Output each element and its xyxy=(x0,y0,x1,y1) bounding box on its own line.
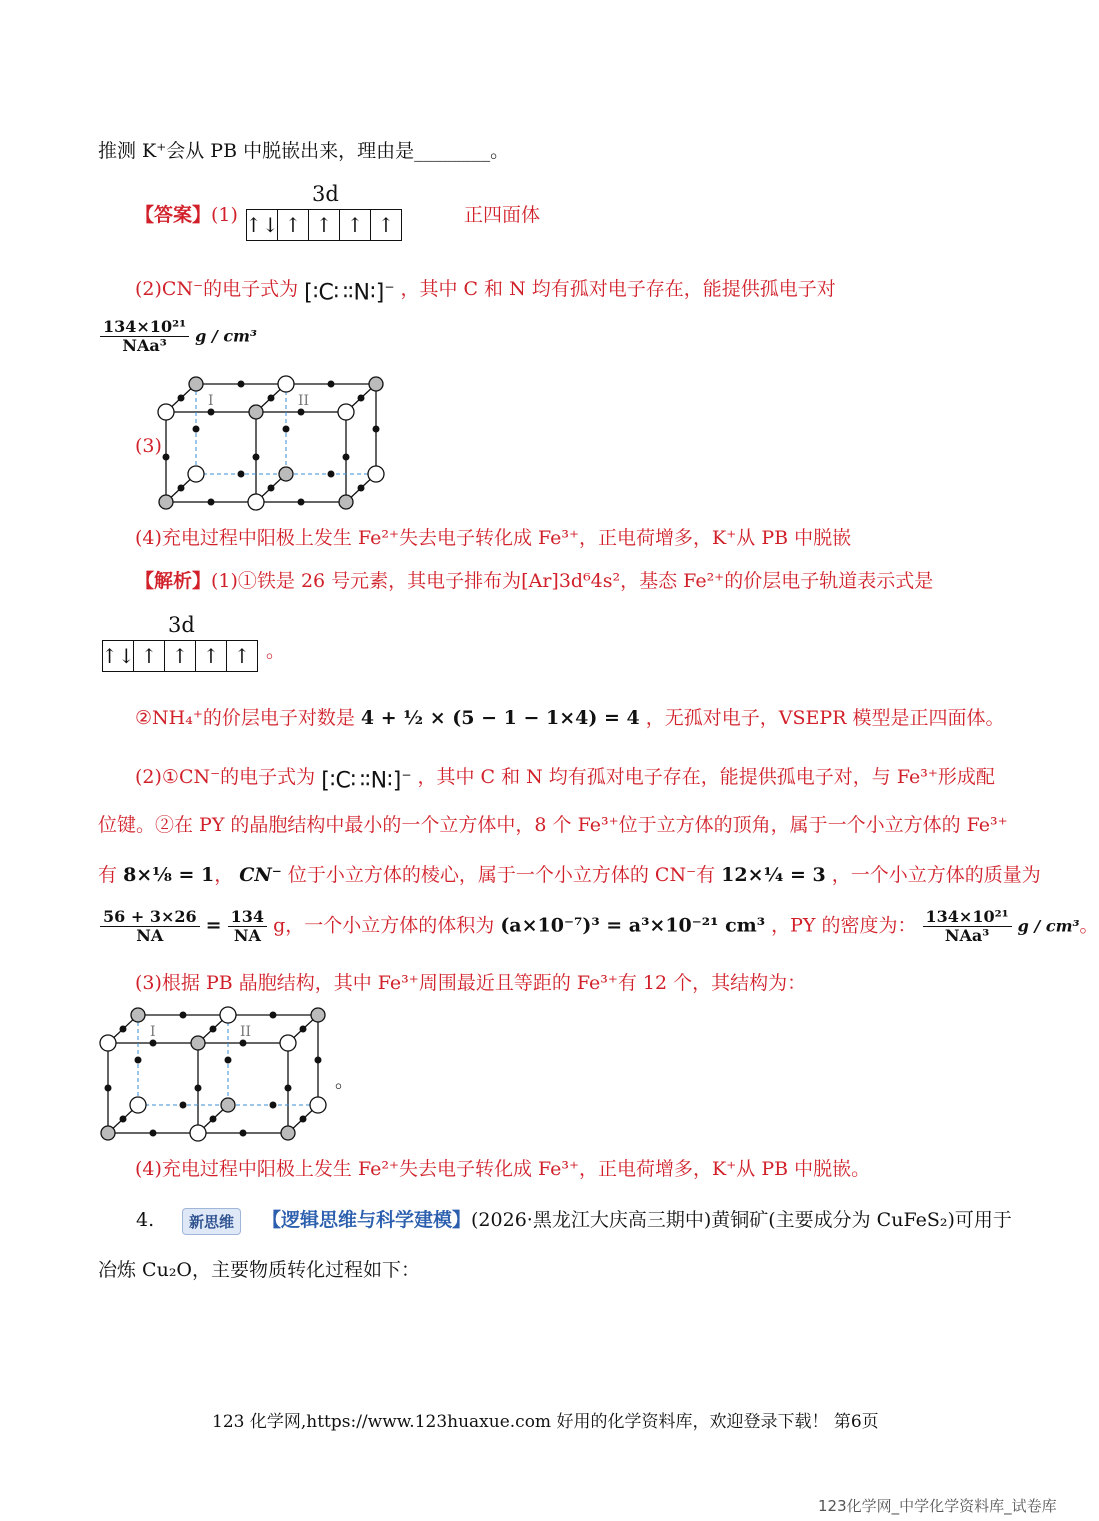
mass2-denominator: NA xyxy=(233,926,261,945)
answer-tag: 【答案】 xyxy=(135,204,212,226)
volume-formula: (a×10⁻⁷)³ = a³×10⁻²¹ cm³ xyxy=(500,914,766,937)
analysis-text6b: ，PY 的密度为： xyxy=(771,914,917,937)
orbital-box: ↑ xyxy=(308,210,339,240)
analysis-text1: (1)①铁是 26 号元素，其电子排布为[Ar]3d⁶4s²，基态 Fe²⁺的价层电子轨道表示式是 xyxy=(211,570,934,592)
density-unit-2: g / cm³ xyxy=(1017,916,1080,936)
density-numerator: 134×10²¹ xyxy=(100,318,189,337)
q4-line1 xyxy=(262,1207,1012,1233)
cell-label-2: II xyxy=(298,393,310,409)
orbital-diagram-2 xyxy=(102,640,258,672)
density-denominator: NAa³ xyxy=(122,336,167,355)
question-tail: 推测 K⁺会从 PB 中脱嵌出来，理由是________。 xyxy=(98,140,510,162)
analysis-period: 。 xyxy=(266,640,286,662)
mass-denominator: NA xyxy=(136,926,164,945)
pb-crystal-diagram xyxy=(150,372,390,517)
orbital-box: ↑ xyxy=(226,641,257,671)
cell-label-1: I xyxy=(208,393,214,409)
orbital-label-2: 3d xyxy=(168,613,195,637)
answer-shape: 正四面体 xyxy=(464,204,541,226)
mass2-numerator: 134 xyxy=(228,908,267,927)
analysis-line4: 位键。②在 PY 的晶胞结构中最小的一个立方体中，8 个 Fe³⁺位于立方体的顶角，属于一个小立方体的 Fe³⁺ xyxy=(98,814,1008,836)
orbital-box: ↑ xyxy=(164,641,195,671)
page-footer: 123 化学网,https://www.123huaxue.com 好用的化学资料库，欢迎登录下载！ 第6页 xyxy=(212,1412,879,1432)
analysis-line7: (3)根据 PB 晶胞结构，其中 Fe³⁺周围最近且等距的 Fe³⁺有 12 个，其结构为： xyxy=(135,972,807,994)
analysis-text2b: ，无孤对电子，VSEPR 模型是正四面体。 xyxy=(645,707,1005,729)
analysis-tag: 【解析】 xyxy=(135,570,212,592)
analysis-line6: $\frac{56 + 3\times 26}{NA}$ = $\frac{134}{NA}$ g，一个小立方体的体积为 (a×10⁻⁷)³ = a³×10⁻²¹ cm³ ，PY 的密度为： $\frac{\text{134×10²¹}}{\text{NAa³}}$ g / cm³。 xyxy=(100,908,1099,952)
watermark: 123化学网_中学化学资料库_试卷库 xyxy=(818,1497,1057,1515)
cyanide-lewis-structure: [∶C∷∶N∶]− xyxy=(304,280,395,306)
q4-number: 4. xyxy=(136,1209,155,1231)
orbital-box: ↑↓ xyxy=(101,644,135,668)
answer-part2-a: (2)CN⁻的电子式为 xyxy=(135,278,299,301)
mass-numerator: 56 + 3×26 xyxy=(100,908,200,927)
answer-part3: (3) xyxy=(135,435,162,457)
answer-part2-b: ，其中 C 和 N 均有孤对电子存在，能提供孤电子对 xyxy=(400,278,836,301)
cn-symbol: CN⁻ xyxy=(239,864,282,886)
density-formula xyxy=(100,318,257,368)
vsepr-formula: 4 + ½ × (5 − 1 − 1×4) = 4 xyxy=(360,707,640,729)
analysis-line1 xyxy=(135,568,933,594)
fraction-edge: 12×¼ = 3 xyxy=(721,864,826,886)
pb-crystal-diagram-2 xyxy=(92,1003,332,1148)
cell-label-2b: II xyxy=(240,1024,252,1040)
orbital-box: ↑↓ xyxy=(245,213,279,237)
answer-part2 xyxy=(135,274,836,306)
answer-part4: (4)充电过程中阳极上发生 Fe²⁺失去电子转化成 Fe³⁺，正电荷增多，K⁺从 PB 中脱嵌 xyxy=(135,527,852,549)
orbital-box: ↑ xyxy=(195,641,226,671)
q4-line2: 冶炼 Cu₂O，主要物质转化过程如下： xyxy=(98,1259,421,1281)
q4-text: (2026·黑龙江大庆高三期中)黄铜矿(主要成分为 CuFeS₂)可用于 xyxy=(471,1209,1012,1231)
analysis-text6a: g，一个小立方体的体积为 xyxy=(273,914,495,937)
orbital-box: ↑ xyxy=(277,210,308,240)
q4-tag: 【逻辑思维与科学建模】 xyxy=(262,1209,472,1231)
orbital-box: ↑ xyxy=(133,641,164,671)
diagram-period: 。 xyxy=(335,1070,355,1092)
cell-label-1b: I xyxy=(150,1024,156,1040)
analysis-line3 xyxy=(135,762,995,794)
orbital-label: 3d xyxy=(312,182,339,206)
analysis-text5d: ，一个小立方体的质量为 xyxy=(831,864,1041,886)
analysis-line5: 有 8×⅛ = 1， CN⁻ 位于小立方体的棱心，属于一个小立方体的 CN⁻有 12×¼ = 3 ，一个小立方体的质量为 xyxy=(98,864,1041,886)
orbital-diagram xyxy=(246,209,402,241)
fraction-corner: 8×⅛ = 1 xyxy=(123,864,215,886)
analysis-text5a: 有 xyxy=(98,864,118,886)
analysis-text5c: 位于小立方体的棱心，属于一个小立方体的 CN⁻有 xyxy=(287,864,716,886)
analysis-text2a: ②NH₄⁺的价层电子对数是 xyxy=(135,707,355,729)
answer-part1: (1) xyxy=(211,204,238,226)
analysis-text3b: ，其中 C 和 N 均有孤对电子存在，能提供孤电子对，与 Fe³⁺形成配 xyxy=(417,766,995,789)
answer-label xyxy=(135,202,238,228)
analysis-text3a: (2)①CN⁻的电子式为 xyxy=(135,766,316,789)
density-numerator-2: 134×10²¹ xyxy=(923,908,1012,927)
analysis-line2 xyxy=(135,705,1005,731)
orbital-box: ↑ xyxy=(339,210,370,240)
orbital-box: ↑ xyxy=(370,210,401,240)
analysis-line8: (4)充电过程中阳极上发生 Fe²⁺失去电子转化成 Fe³⁺，正电荷增多，K⁺从 PB 中脱嵌。 xyxy=(135,1158,871,1180)
new-thinking-badge: 新思维 xyxy=(182,1208,241,1235)
density-unit: g / cm³ xyxy=(195,326,257,346)
cyanide-lewis-structure-2: [∶C∷∶N∶]− xyxy=(321,768,412,794)
density-denominator-2: NAa³ xyxy=(944,926,990,945)
